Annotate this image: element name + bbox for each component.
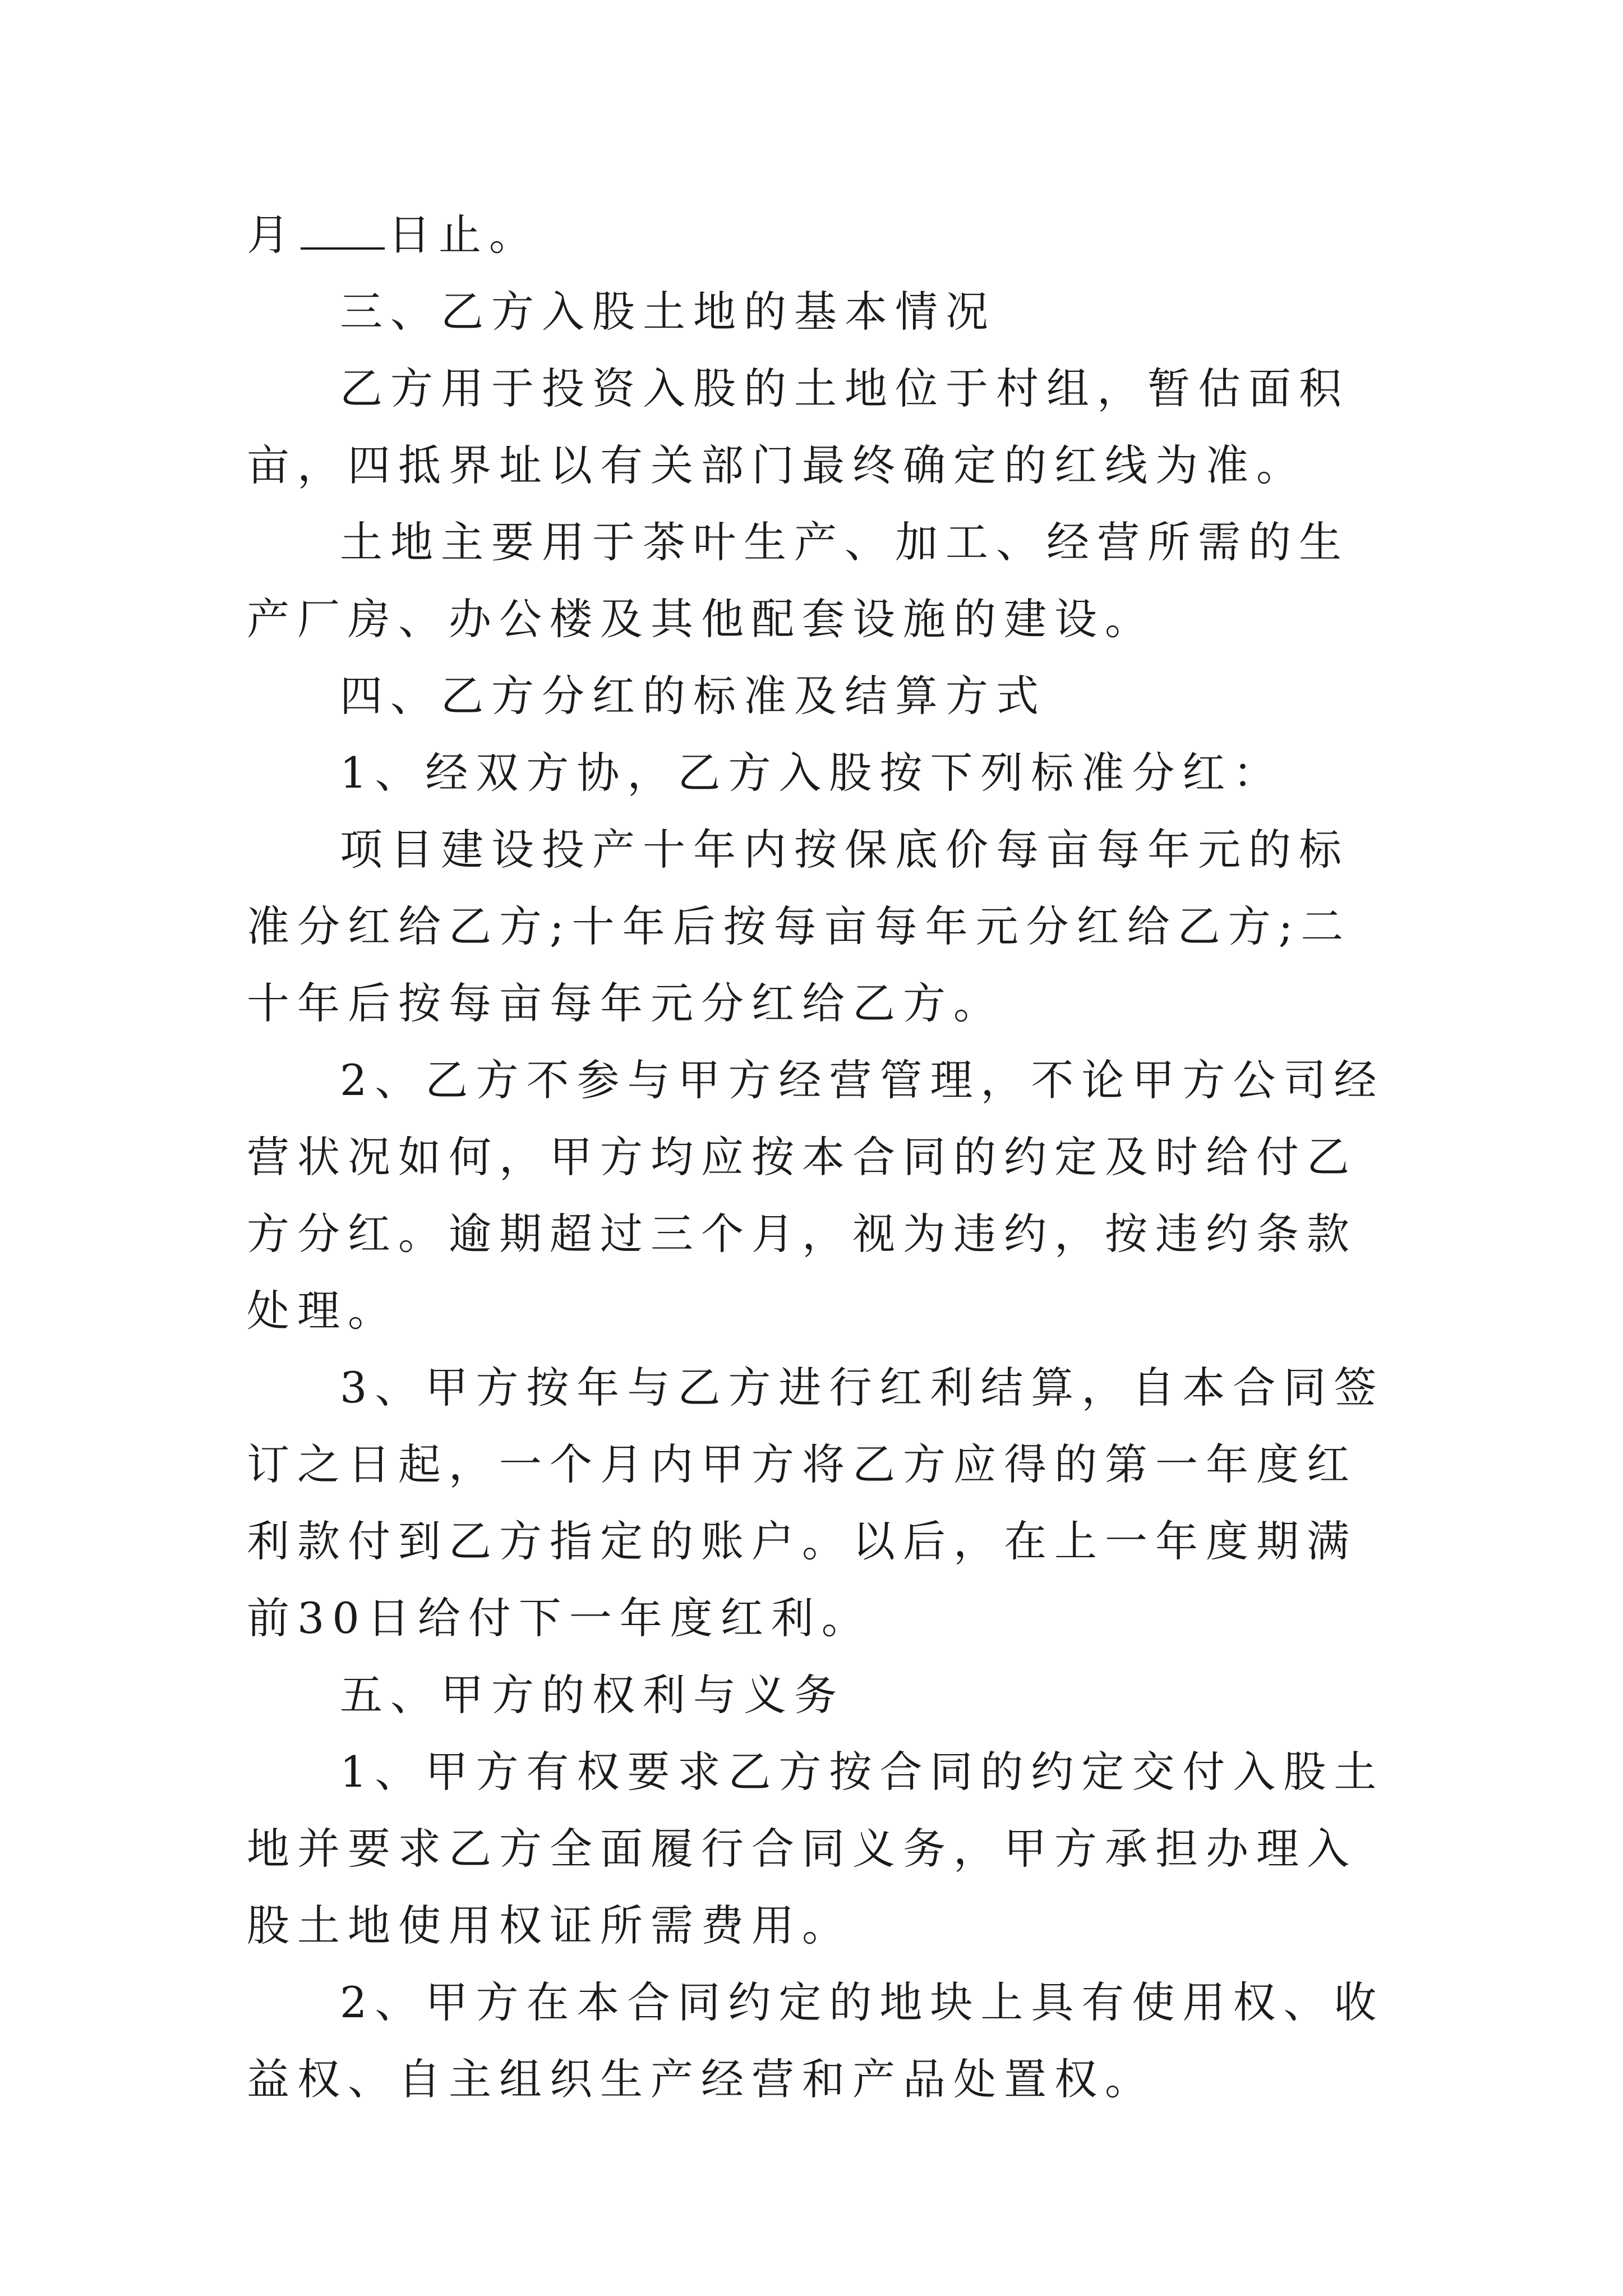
clause-dividend-3: 3、甲方按年与乙方进行红利结算，自本合同签订之日起，一个月内甲方将乙方应得的第一年度红利款付到乙方指定的账户。以后，在上一年度期满前30日给付下一年度红利。 [247, 1363, 1385, 1643]
clause-party-a-1: 1、甲方有权要求乙方按合同的约定交付入股土地并要求乙方全面履行合同义务，甲方承担办理入股土地使用权证所需费用。 [247, 1747, 1385, 1950]
paragraph-end-date [247, 196, 1385, 273]
paragraph-text: 月 [247, 210, 297, 260]
document-body [247, 196, 1385, 2118]
paragraph-land-location: 乙方用于投资入股的土地位于村组，暂估面积亩，四抵界址以有关部门最终确定的红线为准。 [247, 364, 1349, 490]
fill-in-blank [301, 211, 385, 250]
paragraph-text: 日止。 [388, 210, 540, 260]
clause-dividend-1: 1、经双方协，乙方入股按下列标准分红： [340, 748, 1284, 798]
section-heading-party-a-rights: 五、甲方的权利与义务 [340, 1670, 845, 1720]
paragraph-dividend-standard: 项目建设投产十年内按保底价每亩每年元的标准分红给乙方;十年后按每亩每年元分红给乙方;二十年后按每亩每年元分红给乙方。 [247, 825, 1352, 1028]
clause-party-a-2: 2、甲方在本合同约定的地块上具有使用权、收益权、自主组织生产经营和产品处置权。 [247, 1977, 1385, 2104]
clause-dividend-2: 2、乙方不参与甲方经营管理，不论甲方公司经营状况如何，甲方均应按本合同的约定及时给付乙方分红。逾期超过三个月，视为违约，按违约条款处理。 [247, 1055, 1385, 1336]
section-heading-land-info: 三、乙方入股土地的基本情况 [340, 287, 996, 337]
paragraph-land-use: 土地主要用于茶叶生产、加工、经营所需的生产厂房、办公楼及其他配套设施的建设。 [247, 517, 1349, 644]
section-heading-dividend: 四、乙方分红的标准及结算方式 [340, 671, 1046, 721]
